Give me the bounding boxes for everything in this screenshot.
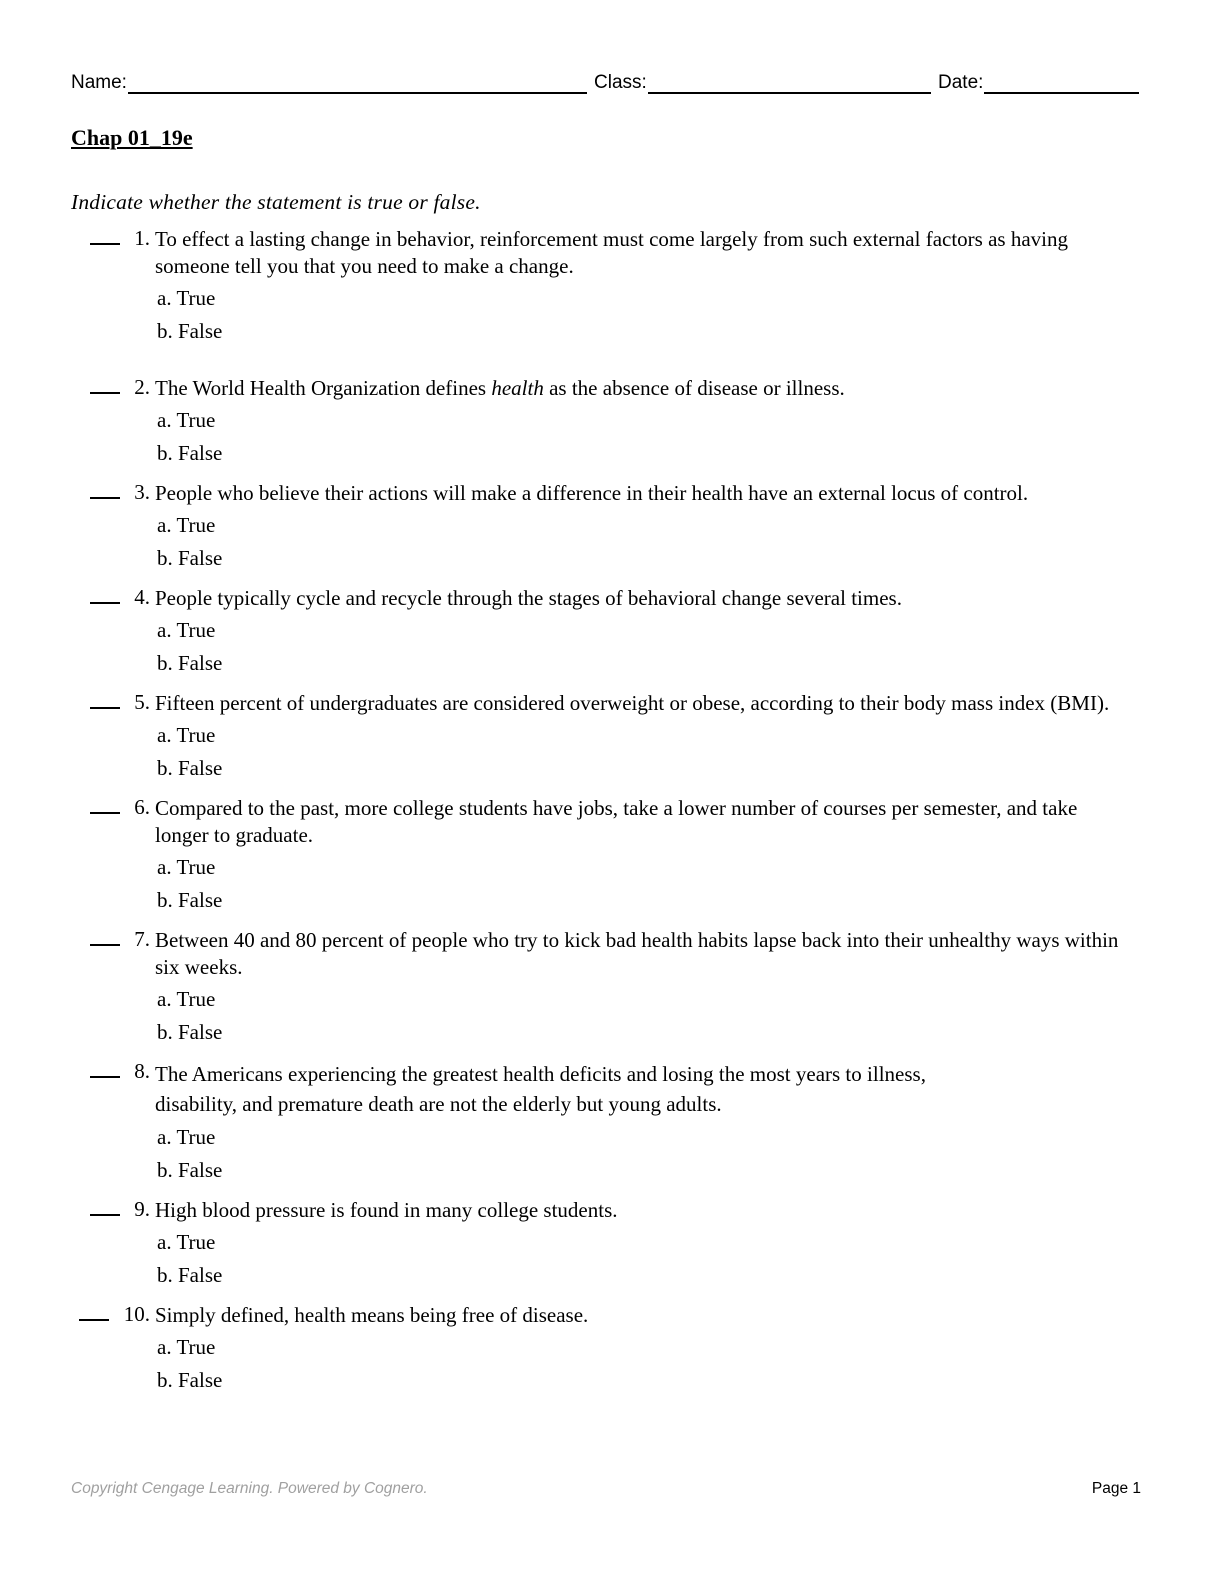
option-true: a. True [157, 1125, 216, 1149]
name-label: Name: [71, 72, 127, 93]
question-1 [0, 226, 1224, 343]
question-10 [0, 1302, 1224, 1392]
question-stem: Compared to the past, more college students have jobs, take a lower number of courses per semester, and take longer to graduate. [155, 796, 1078, 847]
question-number: 8. [134, 1059, 150, 1083]
answer-blank[interactable] [90, 478, 120, 499]
question-8 [0, 1059, 1224, 1182]
question-number: 2. [134, 375, 150, 399]
header [71, 72, 1141, 98]
option-false: b. False [157, 888, 223, 912]
option-true: a. True [157, 513, 216, 537]
question-stem: High blood pressure is found in many college students. [155, 1198, 618, 1222]
class-line[interactable] [648, 72, 931, 94]
question-stem: Simply defined, health means being free of disease. [155, 1303, 589, 1327]
question-number: 4. [134, 585, 150, 609]
question-stem: The Americans experiencing the greatest health deficits and losing the most years to illness, disability, and premature death are not the elderly but young adults. [155, 1062, 926, 1116]
answer-blank[interactable] [90, 925, 120, 946]
question-number: 1. [134, 226, 150, 250]
question-number: 7. [134, 927, 150, 951]
question-stem: Between 40 and 80 percent of people who try to kick bad health habits lapse back into their unhealthy ways within six weeks. [155, 928, 1119, 979]
question-number: 3. [134, 480, 150, 504]
question-6 [0, 795, 1224, 912]
option-false: b. False [157, 756, 223, 780]
option-true: a. True [157, 987, 216, 1011]
option-true: a. True [157, 618, 216, 642]
stem-emphasis: health [491, 376, 544, 400]
option-true: a. True [157, 408, 216, 432]
date-label: Date: [938, 72, 984, 93]
question-2 [0, 375, 1224, 465]
question-number: 10. [123, 1302, 150, 1326]
question-number: 6. [134, 795, 150, 819]
question-stem: People who believe their actions will make a difference in their health have an external locus of control. [155, 481, 1029, 505]
question-stem: People typically cycle and recycle through the stages of behavioral change several times. [155, 586, 902, 610]
question-3 [0, 480, 1224, 570]
option-true: a. True [157, 855, 216, 879]
option-false: b. False [157, 319, 223, 343]
question-4 [0, 585, 1224, 675]
answer-blank[interactable] [90, 373, 120, 394]
date-line[interactable] [984, 72, 1139, 94]
question-5 [0, 690, 1224, 780]
stem-text: as the absence of disease or illness. [543, 376, 845, 400]
question-number: 9. [134, 1197, 150, 1221]
name-field[interactable] [71, 72, 587, 94]
answer-blank[interactable] [79, 1300, 109, 1321]
name-line[interactable] [128, 72, 587, 94]
answer-blank[interactable] [90, 583, 120, 604]
option-false: b. False [157, 1158, 223, 1182]
class-field[interactable] [594, 72, 931, 94]
option-true: a. True [157, 286, 216, 310]
instructions: Indicate whether the statement is true or false. [71, 190, 481, 214]
answer-blank[interactable] [90, 793, 120, 814]
option-true: a. True [157, 1335, 216, 1359]
question-number: 5. [134, 690, 150, 714]
answer-blank[interactable] [90, 688, 120, 709]
question-stem: Fifteen percent of undergraduates are considered overweight or obese, according to their body mass index (BMI). [155, 691, 1110, 715]
option-false: b. False [157, 546, 223, 570]
option-true: a. True [157, 723, 216, 747]
page-number: Page 1 [1091, 1480, 1141, 1497]
question-9 [0, 1197, 1224, 1287]
date-field[interactable] [938, 72, 1139, 94]
answer-blank[interactable] [90, 224, 120, 245]
option-false: b. False [157, 1263, 223, 1287]
copyright-text: Copyright Cengage Learning. Powered by Cognero. [71, 1480, 428, 1497]
question-stem [155, 375, 1135, 402]
option-true: a. True [157, 1230, 216, 1254]
question-7 [0, 927, 1224, 1044]
option-false: b. False [157, 441, 223, 465]
option-false: b. False [157, 1020, 223, 1044]
answer-blank[interactable] [90, 1195, 120, 1216]
option-false: b. False [157, 1368, 223, 1392]
question-list [0, 226, 1224, 1407]
option-false: b. False [157, 651, 223, 675]
stem-text: The World Health Organization defines [155, 376, 492, 400]
page-title: Chap 01_19e [71, 125, 193, 150]
question-stem: To effect a lasting change in behavior, reinforcement must come largely from such external factors as having someone tell you that you need to make a change. [155, 227, 1068, 278]
answer-blank[interactable] [90, 1057, 120, 1078]
class-label: Class: [594, 72, 647, 93]
